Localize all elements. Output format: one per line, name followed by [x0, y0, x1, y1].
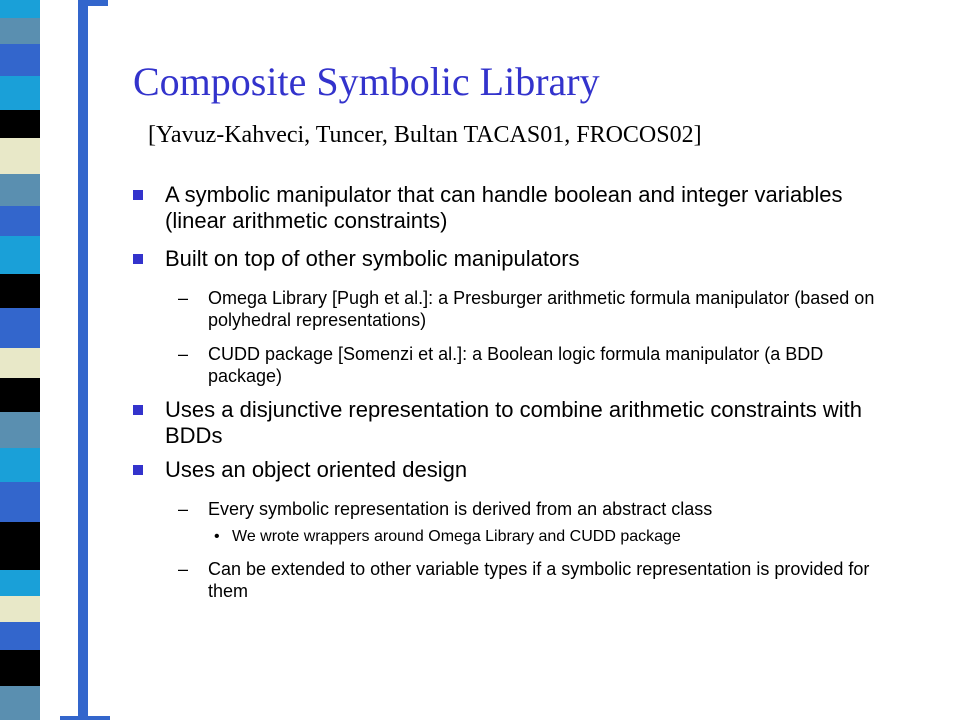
- decorative-stripe: [0, 0, 110, 720]
- dash-marker: –: [178, 499, 189, 519]
- bullet-square-icon: [133, 254, 143, 264]
- bullet-square-icon: [133, 405, 143, 415]
- sub-bullet-item: CUDD package [Somenzi et al.]: a Boolean logic formula manipulator (a BDD package): [208, 344, 824, 386]
- dash-marker: –: [178, 344, 189, 364]
- sub-bullet-item: Omega Library [Pugh et al.]: a Presburger arithmetic formula manipulator (based on polyhedral representations): [208, 288, 875, 330]
- bullet-square-icon: [133, 190, 143, 200]
- sub-bullet-item: Can be extended to other variable types if a symbolic representation is provided for them: [208, 559, 870, 601]
- slide-subtitle: [Yavuz-Kahveci, Tuncer, Bultan TACAS01, FROCOS02]: [148, 122, 702, 148]
- bullet-item: A symbolic manipulator that can handle boolean and integer variables (linear arithmetic constraints): [165, 182, 843, 233]
- bullet-square-icon: [133, 465, 143, 475]
- sub-bullet-item: Every symbolic representation is derived from an abstract class: [208, 499, 713, 519]
- bullet-item: Uses an object oriented design: [165, 457, 468, 482]
- slide-title: Composite Symbolic Library: [133, 59, 600, 104]
- dot-marker: •: [214, 528, 220, 545]
- bullet-item: Built on top of other symbolic manipulators: [165, 246, 580, 271]
- dash-marker: –: [178, 288, 189, 308]
- sub-sub-bullet-item: We wrote wrappers around Omega Library and CUDD package: [232, 528, 681, 545]
- dash-marker: –: [178, 559, 189, 579]
- bullet-item: Uses a disjunctive representation to combine arithmetic constraints with BDDs: [165, 397, 862, 448]
